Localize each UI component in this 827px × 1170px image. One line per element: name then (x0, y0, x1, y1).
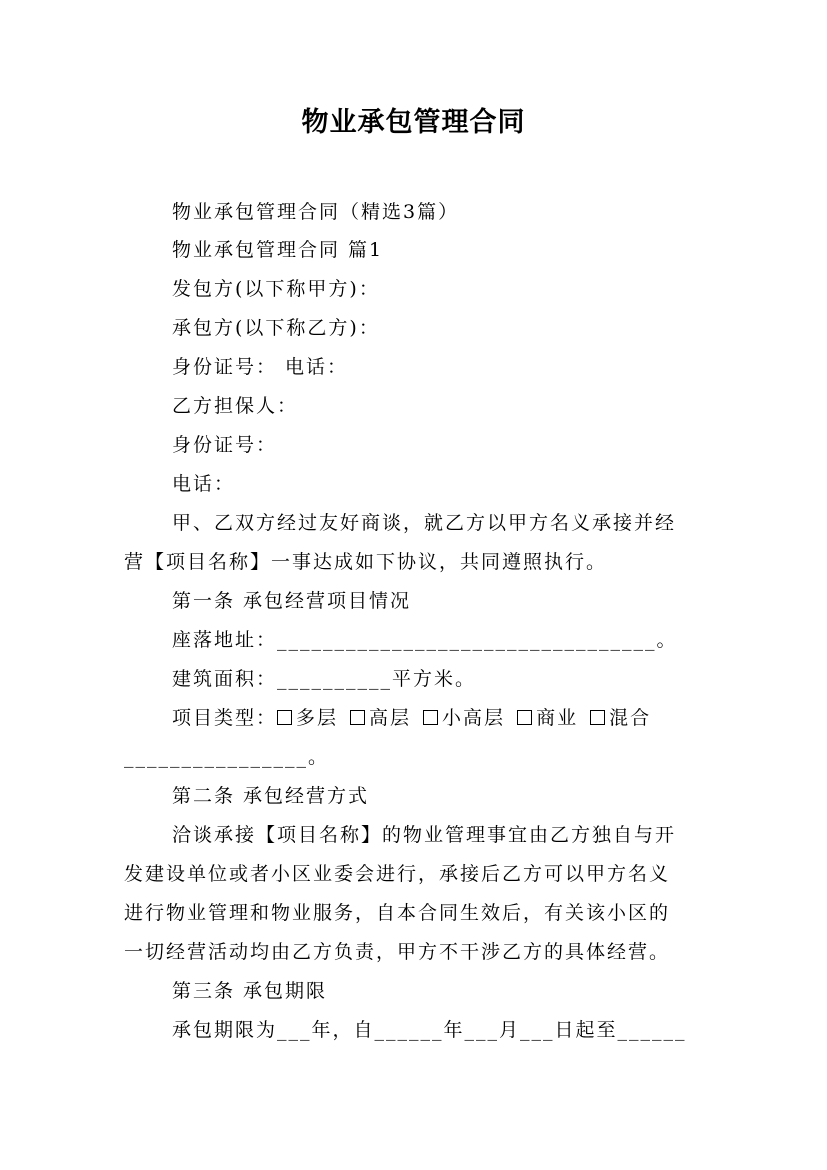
paragraph-line: 一切经营活动均由乙方负责，甲方不干涉乙方的具体经营。 (124, 941, 671, 963)
id-phone-line: 身份证号： 电话： (172, 356, 349, 378)
option-label: 商业 (536, 707, 579, 729)
article-heading: 第三条 承包期限 (172, 980, 328, 1002)
party-a-line: 发包方(以下称甲方)： (172, 278, 380, 300)
guarantor-id-line: 身份证号： (172, 434, 278, 456)
project-type-label: 项目类型： (172, 707, 278, 729)
paragraph-line: 发建设单位或者小区业委会进行，承接后乙方可以甲方名义 (124, 863, 671, 885)
checkbox-icon (590, 710, 605, 725)
document-title: 物业承包管理合同 (301, 107, 526, 138)
option-label: 混合 (609, 707, 652, 729)
paragraph-line: 营【项目名称】一事达成如下协议，共同遵照执行。 (124, 551, 608, 573)
subtitle-line: 物业承包管理合同（精选3篇） (172, 201, 460, 223)
area-line: 建筑面积：__________平方米。 (172, 668, 477, 690)
option-label: 小高层 (442, 707, 506, 729)
option-label: 多层 (296, 707, 339, 729)
checkbox-icon (277, 710, 292, 725)
paragraph-line: 进行物业管理和物业服务，自本合同生效后，有关该小区的 (124, 902, 671, 924)
paragraph-line: 甲、乙双方经过友好商谈，就乙方以甲方名义承接并经 (172, 512, 677, 534)
checkbox-icon (517, 710, 532, 725)
address-line: 座落地址：_________________________________。 (172, 629, 678, 651)
guarantor-line: 乙方担保人： (172, 395, 299, 417)
blank-line: ________________。 (124, 746, 330, 768)
article-heading: 第二条 承包经营方式 (172, 785, 370, 807)
option-label: 高层 (369, 707, 412, 729)
checkbox-icon (423, 710, 438, 725)
party-b-line: 承包方(以下称乙方)： (172, 317, 380, 339)
checkbox-icon (350, 710, 365, 725)
term-line: 承包期限为___年，自______年___月___日起至______ (172, 1019, 687, 1041)
project-type-line (124, 699, 762, 738)
article-heading: 第一条 承包经营项目情况 (172, 590, 412, 612)
paragraph-line: 洽谈承接【项目名称】的物业管理事宜由乙方独自与开 (172, 824, 677, 846)
guarantor-phone-line: 电话： (172, 473, 236, 495)
section-heading: 物业承包管理合同 篇1 (172, 239, 384, 261)
